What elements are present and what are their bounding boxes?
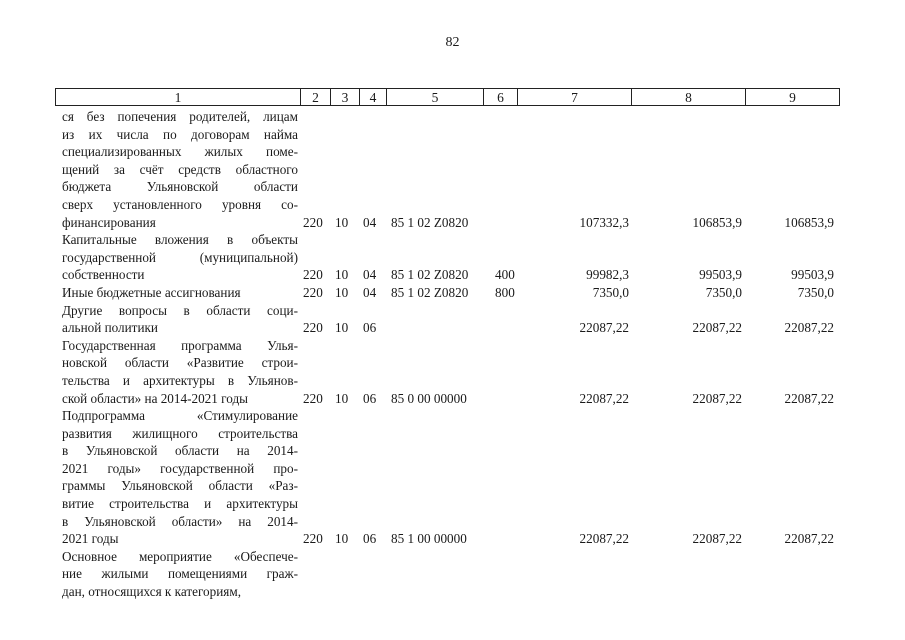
target-article-code: 85 1 00 00000 <box>391 531 467 547</box>
table-row <box>55 337 838 407</box>
description-line: финансирования <box>62 214 156 230</box>
chapter-code: 220 <box>303 320 323 336</box>
subsection-code: 06 <box>363 320 377 336</box>
description-line: из их числа по договорам найма <box>62 126 298 142</box>
amount-col-8: 99503,9 <box>699 267 742 283</box>
table-header <box>55 88 840 106</box>
header-col-6: 6 <box>484 89 518 105</box>
description-line: собственности <box>62 267 145 283</box>
header-col-4: 4 <box>360 89 387 105</box>
subsection-code: 04 <box>363 214 377 230</box>
amount-col-9: 106853,9 <box>784 214 834 230</box>
table-row <box>55 302 838 337</box>
chapter-code: 220 <box>303 214 323 230</box>
description-line: тельства и архитектуры в Ульянов- <box>62 372 298 388</box>
table-row <box>55 108 838 231</box>
description-line: граммы Ульяновской области «Раз- <box>62 478 298 494</box>
description-line: Государственная программа Улья- <box>62 337 298 353</box>
header-col-3: 3 <box>331 89 360 105</box>
description-line: ние жилыми помещениями граж- <box>62 566 298 582</box>
amount-col-9: 7350,0 <box>797 284 834 300</box>
description-line: ся без попечения родителей, лицам <box>62 109 298 124</box>
chapter-code: 220 <box>303 390 323 406</box>
row-values <box>55 583 838 601</box>
section-code: 10 <box>335 214 349 230</box>
description-line: специализированных жилых поме- <box>62 144 298 160</box>
page-number: 82 <box>445 35 460 50</box>
chapter-code: 220 <box>303 267 323 283</box>
amount-col-7: 22087,22 <box>579 320 629 336</box>
section-code: 10 <box>335 531 349 547</box>
description-line: бюджета Ульяновской области <box>62 179 298 195</box>
target-article-code: 85 1 02 Z0820 <box>391 284 469 300</box>
section-code: 10 <box>335 390 349 406</box>
description-line: 2021 годы <box>62 531 119 547</box>
table-row <box>55 407 838 548</box>
description-line: Другие вопросы в области соци- <box>62 302 298 318</box>
table-body <box>55 108 838 601</box>
subsection-code: 06 <box>363 390 377 406</box>
header-col-8: 8 <box>632 89 746 105</box>
expense-type-code: 800 <box>495 284 515 300</box>
amount-col-8: 7350,0 <box>705 284 742 300</box>
expense-type-code: 400 <box>495 267 515 283</box>
description-line: 2021 годы» государственной про- <box>62 460 298 476</box>
row-values <box>55 319 838 337</box>
description-line: альной политики <box>62 320 158 336</box>
section-code: 10 <box>335 267 349 283</box>
amount-col-9: 22087,22 <box>784 320 834 336</box>
header-col-7: 7 <box>518 89 632 105</box>
header-col-5: 5 <box>387 89 484 105</box>
description-line: в Ульяновской области на 2014- <box>62 443 298 459</box>
target-article-code: 85 1 02 Z0820 <box>391 214 469 230</box>
description-line: Капитальные вложения в объекты <box>62 232 298 248</box>
amount-col-7: 7350,0 <box>592 284 629 300</box>
description-line: щений за счёт средств областного <box>62 161 298 177</box>
row-values <box>55 214 838 232</box>
description-line: новской области «Развитие строи- <box>62 355 298 371</box>
amount-col-7: 99982,3 <box>586 267 629 283</box>
description-line: дан, относящихся к категориям, <box>62 584 242 600</box>
target-article-code: 85 1 02 Z0820 <box>391 267 469 283</box>
section-code: 10 <box>335 320 349 336</box>
chapter-code: 220 <box>303 531 323 547</box>
table-row <box>55 231 838 284</box>
amount-col-8: 22087,22 <box>692 390 742 406</box>
header-col-2: 2 <box>301 89 331 105</box>
row-values <box>55 266 838 284</box>
table-row <box>55 548 838 601</box>
amount-col-9: 22087,22 <box>784 390 834 406</box>
subsection-code: 04 <box>363 267 377 283</box>
description-line: ской области» на 2014-2021 годы <box>62 390 249 406</box>
header-col-9: 9 <box>789 90 796 105</box>
amount-col-8: 22087,22 <box>692 531 742 547</box>
amount-col-7: 22087,22 <box>579 390 629 406</box>
amount-col-9: 99503,9 <box>791 267 834 283</box>
amount-col-8: 106853,9 <box>692 214 742 230</box>
row-description <box>55 407 298 548</box>
section-code: 10 <box>335 284 349 300</box>
description-line: развития жилищного строительства <box>62 425 298 441</box>
description-line: в Ульяновской области» на 2014- <box>62 513 298 529</box>
table-row <box>55 284 838 302</box>
header-col-1: 1 <box>56 89 301 105</box>
amount-col-8: 22087,22 <box>692 320 742 336</box>
chapter-code: 220 <box>303 284 323 300</box>
row-values <box>55 284 838 302</box>
subsection-code: 04 <box>363 284 377 300</box>
description-line: сверх установленного уровня со- <box>62 196 298 212</box>
description-line: Иные бюджетные ассигнования <box>62 284 241 300</box>
subsection-code: 06 <box>363 531 377 547</box>
target-article-code: 85 0 00 00000 <box>391 390 467 406</box>
description-line: витие строительства и архитектуры <box>62 496 298 512</box>
amount-col-7: 22087,22 <box>579 531 629 547</box>
row-values <box>55 530 838 548</box>
description-line: Основное мероприятие «Обеспече- <box>62 548 298 564</box>
description-line: Подпрограмма «Стимулирование <box>62 408 298 424</box>
amount-col-7: 107332,3 <box>579 214 629 230</box>
row-values <box>55 390 838 408</box>
description-line: государственной (муниципальной) <box>62 249 298 265</box>
amount-col-9: 22087,22 <box>784 531 834 547</box>
